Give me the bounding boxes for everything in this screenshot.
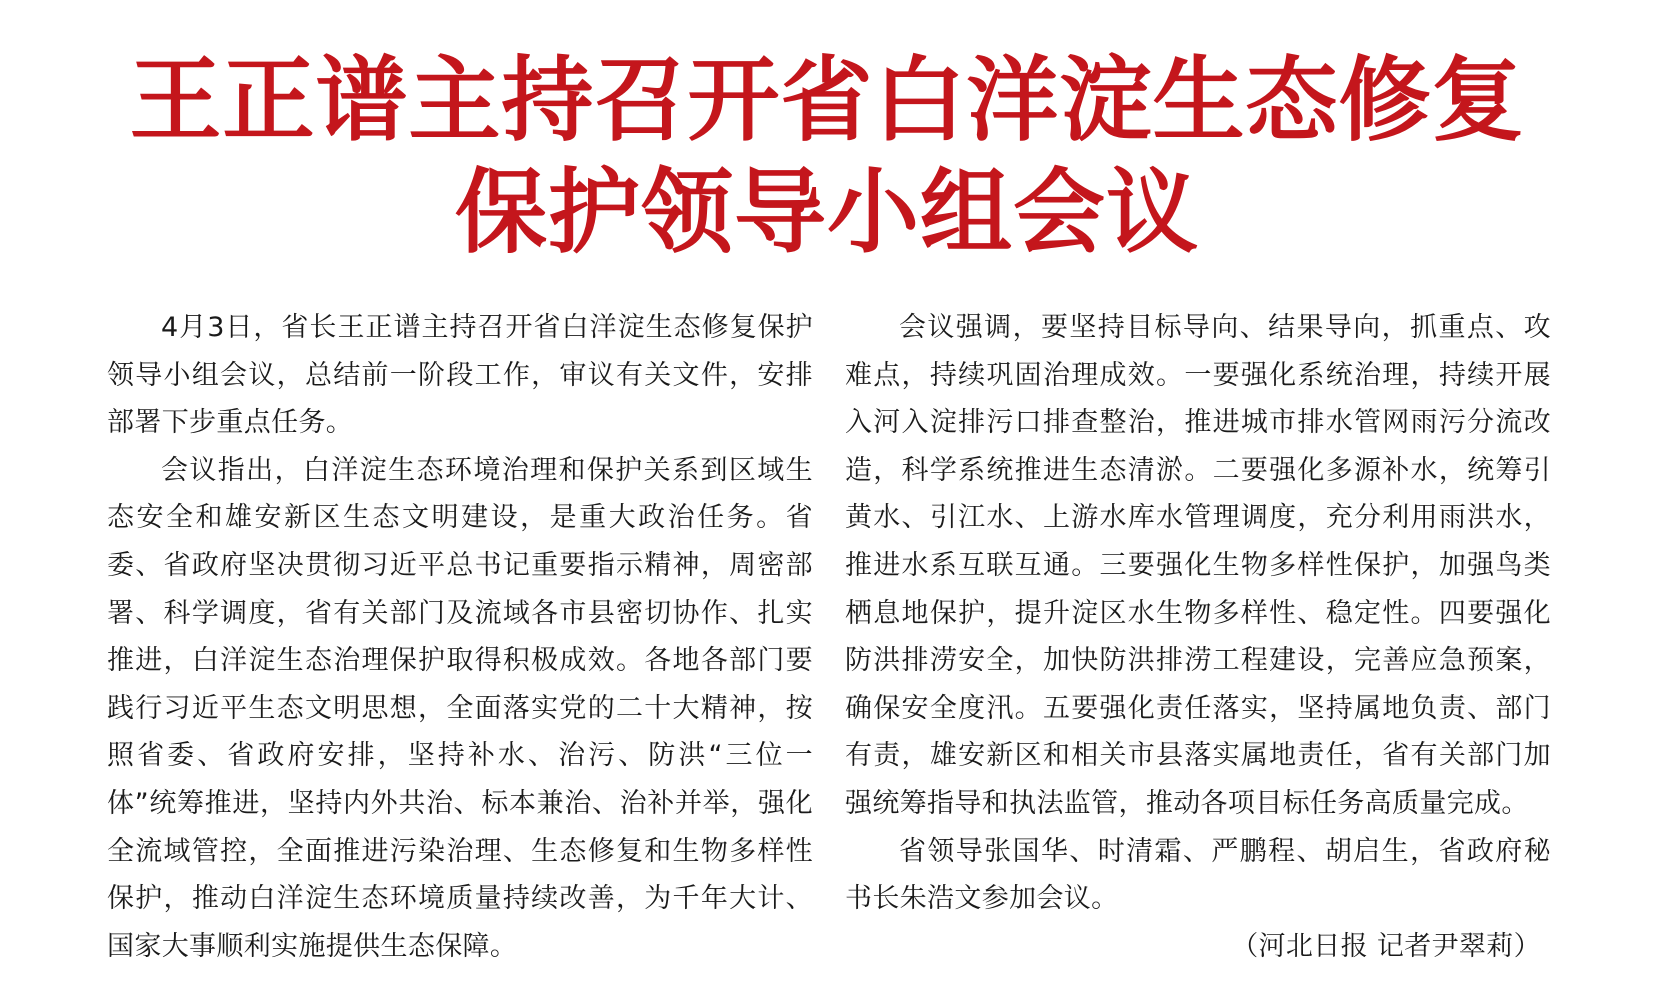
article-headline — [100, 44, 1554, 268]
headline-line-2: 保护领导小组会议 — [454, 158, 1199, 266]
article-column-right — [845, 304, 1551, 970]
article-column-left — [107, 304, 813, 970]
paragraph-3: 会议强调，要坚持目标导向、结果导向，抓重点、攻难点，持续巩固治理成效。一要强化系统治理，持续开展入河入淀排污口排查整治，推进城市排水管网雨污分流改造，科学系统推进生态清淤。二要强化多源补水，统筹引黄水、引江水、上游水库水管理调度，充分利用雨洪水，推进水系互联互通。三要强化生物多样性保护，加强鸟类栖息地保护，提升淀区水生物多样性、稳定性。四要强化防洪排涝安全，加快防洪排涝工程建设，完善应急预案，确保安全度汛。五要强化责任落实，坚持属地负责、部门有责，雄安新区和相关市县落实属地责任，省有关部门加强统筹指导和执法监管，推动各项目标任务高质量完成。 — [845, 312, 1551, 819]
headline-line-1: 王正谱主持召开省白洋淀生态修复 — [129, 46, 1525, 154]
paragraph-4: 省领导张国华、时清霜、严鹏程、胡启生，省政府秘书长朱浩文参加会议。 — [845, 835, 1551, 915]
paragraph-2: 会议指出，白洋淀生态环境治理和保护关系到区域生态安全和雄安新区生态文明建设，是重大政治任务。省委、省政府坚决贯彻习近平总书记重要指示精神，周密部署、科学调度，省有关部门及流域各市县密切协作、扎实推进，白洋淀生态治理保护取得积极成效。各地各部门要践行习近平生态文明思想，全面落实党的二十大精神，按照省委、省政府安排，坚持补水、治污、防洪“三位一体”统筹推进，坚持内外共治、标本兼治、治补并举，强化全流域管控，全面推进污染治理、生态修复和生物多样性保护，推动白洋淀生态环境质量持续改善，为千年大计、国家大事顺利实施提供生态保障。 — [107, 454, 813, 962]
byline: （河北日报 记者尹翠莉） — [1231, 930, 1541, 962]
paragraph-1: 4月3日，省长王正谱主持召开省白洋淀生态修复保护领导小组会议，总结前一阶段工作，审议有关文件，安排部署下步重点任务。 — [107, 312, 813, 439]
